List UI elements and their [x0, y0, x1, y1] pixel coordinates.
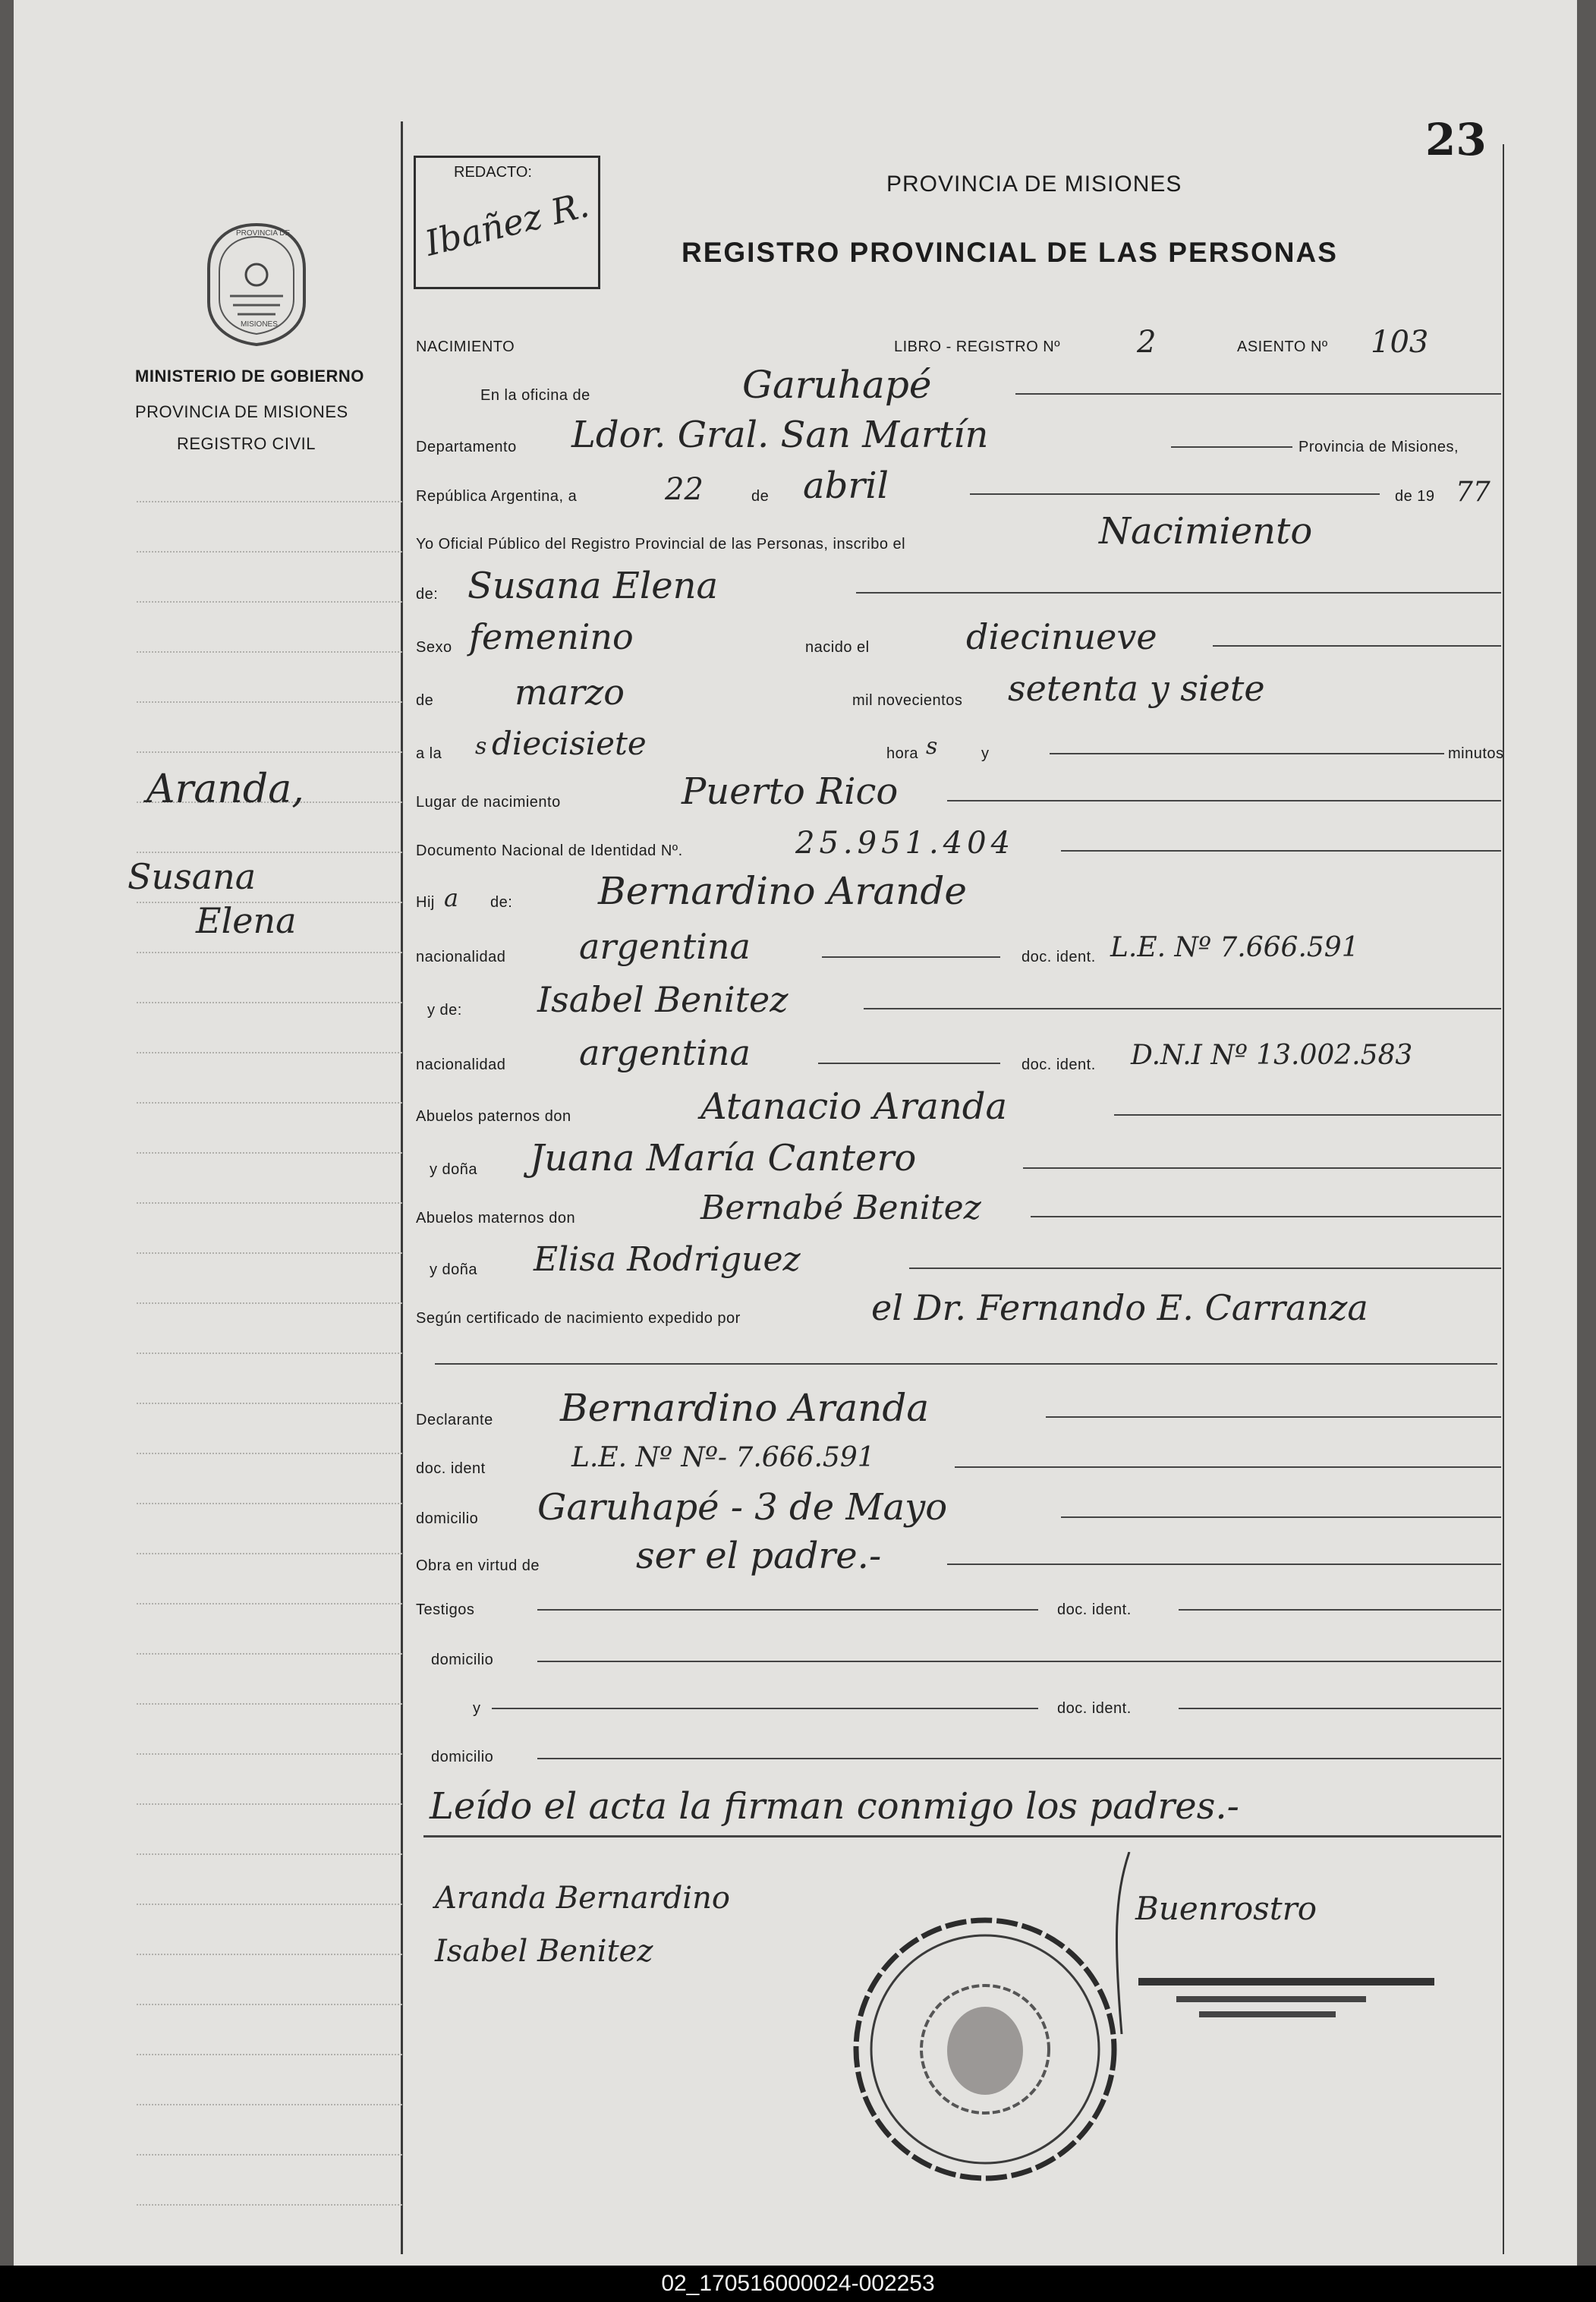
value-doc-padre: L.E. Nº 7.666.591: [1110, 932, 1359, 963]
margin-dotted-line: [137, 601, 402, 603]
margin-dotted-line: [137, 1753, 402, 1755]
line-closing: [423, 1835, 1501, 1838]
margin-given-2: Elena: [196, 900, 297, 941]
label-asiento: ASIENTO Nº: [1237, 339, 1328, 355]
closing-sentence: Leído el acta la firman conmigo los padres.-: [430, 1785, 1239, 1828]
redacto-label: REDACTO:: [454, 164, 532, 181]
label-de-mes: de: [416, 692, 434, 709]
label-nac-padre: nacionalidad: [416, 949, 506, 965]
label-nacimiento: NACIMIENTO: [416, 339, 515, 355]
label-segun: Según certificado de nacimiento expedido por: [416, 1310, 741, 1327]
label-y-min: y: [981, 745, 990, 762]
label-oficina: En la oficina de: [480, 387, 590, 404]
margin-dotted-line: [137, 651, 402, 653]
margin-dotted-line: [137, 1653, 402, 1655]
line-abuelo-pat: [1114, 1114, 1501, 1116]
label-domicilio-testigo1: domicilio: [431, 1652, 494, 1668]
ministry-seal: [200, 220, 313, 349]
signature-mother: Isabel Benitez: [435, 1934, 653, 1969]
label-doc-madre: doc. ident.: [1022, 1057, 1096, 1073]
label-hij-de: de:: [490, 894, 513, 911]
margin-dotted-line: [137, 852, 402, 853]
value-acta: Nacimiento: [1099, 510, 1313, 553]
value-a-la-s: s: [475, 733, 487, 760]
line-domicilio-testigo1: [537, 1661, 1501, 1662]
label-doc-padre: doc. ident.: [1022, 949, 1096, 965]
officer-stamp-text: [1138, 1973, 1442, 2026]
label-hij: Hij: [416, 894, 435, 911]
margin-dotted-line: [137, 2004, 402, 2005]
margin-dotted-line: [137, 751, 402, 753]
value-padre: Bernardino Arande: [598, 869, 967, 913]
margin-dotted-line: [137, 1803, 402, 1805]
label-departamento: Departamento: [416, 439, 517, 455]
left-column-border: [401, 121, 403, 2254]
value-nac-padre: argentina: [579, 926, 751, 967]
margin-dotted-line: [137, 1703, 402, 1705]
label-nac-madre: nacionalidad: [416, 1057, 506, 1073]
label-minutos: minutos: [1448, 745, 1504, 762]
official-round-stamp: [848, 1913, 1122, 2186]
margin-surname: Aranda,: [146, 767, 304, 812]
value-anio: 77: [1456, 477, 1491, 508]
page-number: 23: [1425, 114, 1487, 165]
redacto-value: Ibañez R.: [420, 184, 593, 264]
label-testigos: Testigos: [416, 1601, 475, 1618]
value-mes: abril: [803, 464, 889, 507]
value-asiento: 103: [1371, 325, 1429, 360]
margin-dotted-line: [137, 1152, 402, 1154]
margin-dotted-line: [137, 2154, 402, 2156]
value-mes-nac: marzo: [515, 672, 625, 713]
margin-dotted-line: [137, 2054, 402, 2055]
line-obra: [947, 1564, 1501, 1565]
line-doc-testigo1: [1179, 1609, 1501, 1611]
line-certificado: [435, 1363, 1497, 1365]
margin-dotted-line: [137, 1904, 402, 1905]
line-abuela-mat: [909, 1268, 1501, 1269]
margin-dotted-line: [137, 501, 402, 502]
margin-dotted-line: [137, 1453, 402, 1454]
value-abuela-mat: Elisa Rodriguez: [534, 1240, 801, 1279]
label-hora: hora: [886, 745, 919, 762]
value-declarante: Bernardino Aranda: [560, 1386, 930, 1430]
header-province: PROVINCIA DE MISIONES: [886, 172, 1182, 197]
margin-dotted-line: [137, 1252, 402, 1254]
margin-dotted-line: [137, 701, 402, 703]
label-obra: Obra en virtud de: [416, 1557, 540, 1574]
label-nacido: nacido el: [805, 639, 870, 656]
line-testigos: [537, 1609, 1038, 1611]
line-mes: [970, 493, 1380, 495]
line-doc-decl: [955, 1466, 1501, 1468]
label-de-year: de 19: [1395, 488, 1435, 505]
margin-dotted-line: [137, 1954, 402, 1955]
ministry-province: PROVINCIA DE MISIONES: [135, 402, 348, 421]
value-abuela-pat: Juana María Cantero: [530, 1137, 917, 1179]
redacto-box: [414, 156, 600, 289]
value-sexo: femenino: [469, 616, 634, 657]
label-provincia: Provincia de Misiones,: [1299, 439, 1459, 455]
margin-dotted-line: [137, 952, 402, 953]
label-mil: mil novecientos: [852, 692, 963, 709]
margin-dotted-line: [137, 1102, 402, 1104]
line-doc-testigo2: [1179, 1708, 1501, 1709]
label-dni: Documento Nacional de Identidad Nº.: [416, 842, 683, 859]
margin-dotted-line: [137, 1603, 402, 1604]
line-oficina: [1015, 393, 1501, 395]
line-nacido: [1213, 645, 1501, 647]
label-sexo: Sexo: [416, 639, 452, 656]
footer-caption: 02_170516000024-002253: [661, 2271, 935, 2296]
margin-dotted-line: [137, 2104, 402, 2105]
value-nacido: diecinueve: [966, 616, 1157, 657]
value-nombre: Susana Elena: [467, 565, 719, 607]
label-oficial: Yo Oficial Público del Registro Provincial de las Personas, inscribo el: [416, 536, 906, 553]
value-obra: ser el padre.-: [636, 1535, 882, 1577]
ministry-name: MINISTERIO DE GOBIERNO: [135, 367, 364, 386]
label-y-de-madre: y de:: [427, 1002, 462, 1019]
line-domicilio-testigo2: [537, 1758, 1501, 1759]
right-column-border: [1503, 144, 1504, 2254]
value-certificado: el Dr. Fernando E. Carranza: [871, 1287, 1368, 1328]
label-libro: LIBRO - REGISTRO Nº: [894, 339, 1061, 355]
line-minutos: [1050, 753, 1444, 754]
margin-dotted-line: [137, 551, 402, 553]
value-nac-madre: argentina: [579, 1032, 751, 1073]
line-domicilio: [1061, 1516, 1501, 1518]
margin-dotted-line: [137, 1503, 402, 1504]
ministry-office: REGISTRO CIVIL: [177, 434, 316, 453]
line-abuela-pat: [1023, 1167, 1501, 1169]
margin-dotted-line: [137, 1002, 402, 1003]
line-abuelo-mat: [1031, 1216, 1501, 1217]
margin-dotted-line: [137, 1353, 402, 1354]
label-a-la: a la: [416, 745, 442, 762]
value-hora: diecisiete: [492, 725, 647, 762]
value-hij-suffix: a: [444, 883, 459, 912]
line-declarante: [1046, 1416, 1501, 1418]
label-de: de: [751, 488, 770, 505]
value-libro: 2: [1137, 325, 1157, 360]
value-abuelo-pat: Atanacio Aranda: [700, 1085, 1008, 1128]
line-departamento: [1171, 446, 1292, 448]
margin-dotted-line: [137, 1553, 402, 1554]
line-nac-padre: [822, 956, 1000, 958]
label-doc-testigo2: doc. ident.: [1057, 1700, 1132, 1717]
label-doc-testigo1: doc. ident.: [1057, 1601, 1132, 1618]
label-doc-decl: doc. ident: [416, 1460, 486, 1477]
label-lugar: Lugar de nacimiento: [416, 794, 561, 811]
value-anio-nac: setenta y siete: [1008, 668, 1265, 709]
label-de-nombre: de:: [416, 586, 439, 603]
margin-given-1: Susana: [127, 856, 257, 897]
value-oficina: Garuhapé: [742, 363, 932, 407]
value-hora-suffix: s: [926, 733, 938, 760]
line-nombre: [856, 592, 1501, 594]
line-dni: [1061, 850, 1501, 852]
label-abuelos-paternos: Abuelos paternos don: [416, 1108, 571, 1125]
margin-dotted-line: [137, 1403, 402, 1404]
document-page: [14, 0, 1577, 2266]
value-abuelo-mat: Bernabé Benitez: [700, 1189, 981, 1227]
seal-top-text: PROVINCIA DE: [236, 229, 291, 238]
value-doc-madre: D.N.I Nº 13.002.583: [1131, 1040, 1413, 1071]
label-y-testigo2: y: [473, 1700, 481, 1717]
value-madre: Isabel Benitez: [537, 979, 789, 1020]
margin-dotted-line: [137, 1202, 402, 1204]
margin-dotted-line: [137, 2204, 402, 2206]
line-lugar: [947, 800, 1501, 801]
line-madre: [864, 1008, 1501, 1009]
value-departamento: Ldor. Gral. San Martín: [571, 414, 989, 456]
value-dia: 22: [665, 472, 704, 507]
signature-father: Aranda Bernardino: [435, 1881, 730, 1916]
margin-dotted-line: [137, 1302, 402, 1304]
label-domicilio-decl: domicilio: [416, 1510, 479, 1527]
value-dni: 25.951.404: [795, 826, 1015, 861]
margin-dotted-line: [137, 1853, 402, 1855]
header-title: REGISTRO PROVINCIAL DE LAS PERSONAS: [682, 237, 1338, 268]
value-doc-decl: L.E. Nº Nº- 7.666.591: [571, 1442, 875, 1473]
label-y-dona-mat: y doña: [430, 1261, 478, 1278]
line-nac-madre: [818, 1063, 1000, 1064]
label-abuelos-maternos: Abuelos maternos don: [416, 1210, 576, 1227]
value-lugar: Puerto Rico: [682, 770, 899, 813]
signature-officer: Buenrostro: [1135, 1890, 1317, 1927]
line-testigo2: [492, 1708, 1038, 1709]
label-domicilio-testigo2: domicilio: [431, 1749, 494, 1765]
value-domicilio: Garuhapé - 3 de Mayo: [537, 1486, 948, 1529]
label-declarante: Declarante: [416, 1412, 493, 1428]
label-republica: República Argentina, a: [416, 488, 578, 505]
label-y-dona-pat: y doña: [430, 1161, 478, 1178]
margin-dotted-line: [137, 1052, 402, 1053]
seal-bottom-text: MISIONES: [241, 320, 278, 329]
